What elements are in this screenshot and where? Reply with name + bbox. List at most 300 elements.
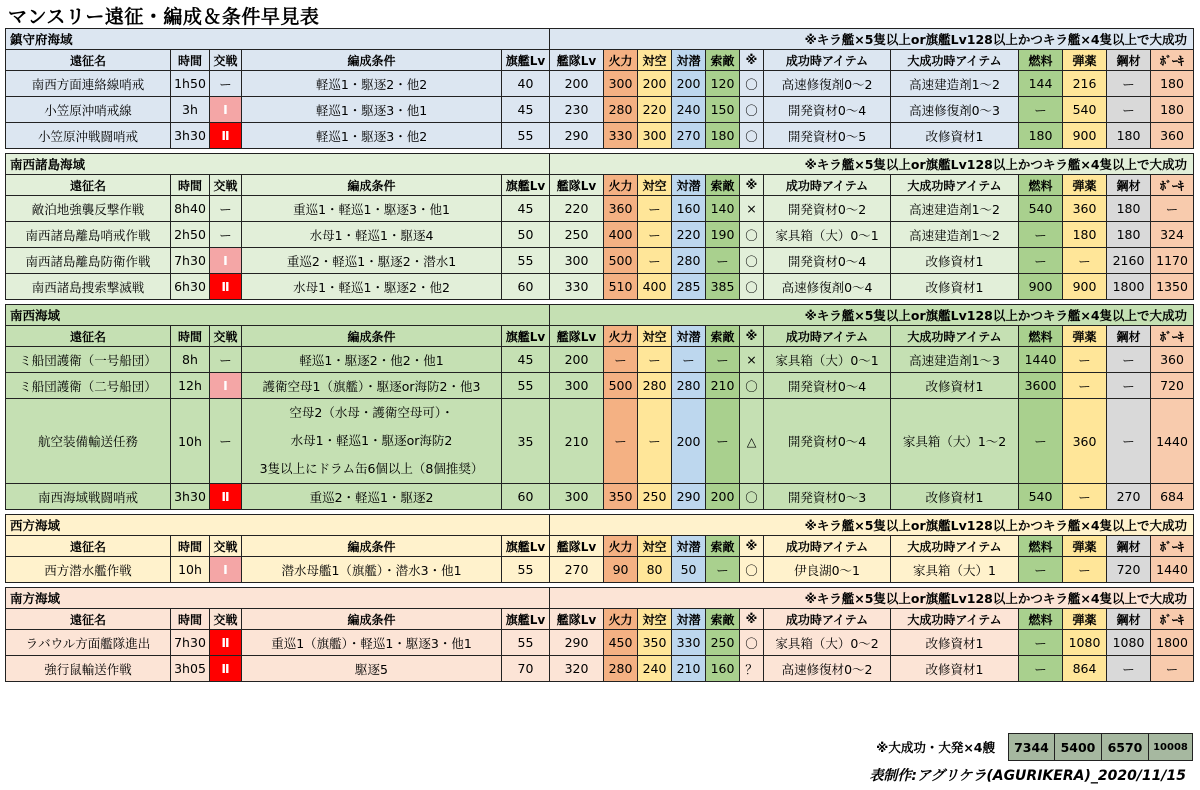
cell-mark: 〇 [740, 274, 764, 300]
cell-flag_lv: 55 [502, 123, 550, 149]
cell-item: 開発資材0～4 [764, 97, 891, 123]
col-header-ammo: 弾薬 [1063, 175, 1107, 196]
col-header-asw: 対潜 [672, 609, 706, 630]
cell-los: 385 [706, 274, 740, 300]
cell-los: 180 [706, 123, 740, 149]
cell-fire: 360 [604, 196, 638, 222]
cell-item: 家具箱（大）0～1 [764, 347, 891, 373]
col-header-item: 成功時アイテム [764, 326, 891, 347]
cell-name: ミ船団護衛（二号船団） [6, 373, 171, 399]
col-header-flag_lv: 旗艦Lv [502, 536, 550, 557]
cell-flag_lv: 45 [502, 97, 550, 123]
expedition-row [6, 656, 1194, 682]
col-header-baux: ﾎﾞｰｷ [1151, 50, 1194, 71]
cell-fire: 330 [604, 123, 638, 149]
column-header-row [6, 50, 1194, 71]
col-header-flag_lv: 旗艦Lv [502, 609, 550, 630]
col-header-fuel: 燃料 [1019, 50, 1063, 71]
cell-name: 小笠原沖戦闘哨戒 [6, 123, 171, 149]
cell-item: 開発資材0～4 [764, 399, 891, 484]
cell-flag_lv: 50 [502, 222, 550, 248]
col-header-asw: 対潜 [672, 175, 706, 196]
col-header-fleet_lv: 艦隊Lv [550, 326, 604, 347]
cell-comp: 重巡1・軽巡1・駆逐3・他1 [242, 196, 502, 222]
expedition-table [5, 28, 1194, 682]
col-header-time: 時間 [171, 536, 210, 557]
cell-aa: ー [638, 399, 672, 484]
great-success-note: ※キラ艦×5隻以上or旗艦Lv128以上かつキラ艦×4隻以上で大成功 [550, 305, 1194, 326]
cell-fleet_lv: 200 [550, 347, 604, 373]
col-header-steel: 鋼材 [1107, 609, 1151, 630]
cell-steel: ー [1107, 97, 1151, 123]
cell-fleet_lv: 320 [550, 656, 604, 682]
cell-fleet_lv: 290 [550, 630, 604, 656]
cell-baux: 324 [1151, 222, 1194, 248]
cell-comp: 重巡1（旗艦）・軽巡1・駆逐3・他1 [242, 630, 502, 656]
cell-asw: 50 [672, 557, 706, 583]
col-header-comp: 編成条件 [242, 609, 502, 630]
col-header-comp: 編成条件 [242, 326, 502, 347]
col-header-comp: 編成条件 [242, 536, 502, 557]
section-header [6, 29, 1194, 50]
cell-fuel: 3600 [1019, 373, 1063, 399]
cell-fire: 510 [604, 274, 638, 300]
cell-los: 190 [706, 222, 740, 248]
cell-battle: ー [210, 222, 242, 248]
cell-time: 3h30 [171, 123, 210, 149]
cell-fleet_lv: 300 [550, 484, 604, 510]
cell-fire: 500 [604, 373, 638, 399]
cell-aa: ー [638, 196, 672, 222]
cell-fuel: 180 [1019, 123, 1063, 149]
cell-asw: 270 [672, 123, 706, 149]
col-header-mark: ※ [740, 326, 764, 347]
cell-baux: ー [1151, 656, 1194, 682]
col-header-comp: 編成条件 [242, 50, 502, 71]
cell-gs_item: 改修資材1 [891, 630, 1019, 656]
cell-mark: 〇 [740, 222, 764, 248]
cell-fire: 90 [604, 557, 638, 583]
cell-ammo: 900 [1063, 123, 1107, 149]
cell-fuel: ー [1019, 630, 1063, 656]
cell-los: ー [706, 557, 740, 583]
cell-name: ミ船団護衛（一号船団） [6, 347, 171, 373]
cell-flag_lv: 55 [502, 373, 550, 399]
cell-fuel: ー [1019, 222, 1063, 248]
cell-name: 南西諸島離島哨戒作戦 [6, 222, 171, 248]
cell-comp: 駆逐5 [242, 656, 502, 682]
col-header-time: 時間 [171, 175, 210, 196]
cell-time: 8h [171, 347, 210, 373]
cell-flag_lv: 45 [502, 196, 550, 222]
column-header-row [6, 609, 1194, 630]
cell-asw: 285 [672, 274, 706, 300]
expedition-row [6, 630, 1194, 656]
col-header-fuel: 燃料 [1019, 175, 1063, 196]
cell-flag_lv: 55 [502, 557, 550, 583]
cell-ammo: ー [1063, 347, 1107, 373]
col-header-baux: ﾎﾞｰｷ [1151, 326, 1194, 347]
cell-los: 160 [706, 656, 740, 682]
col-header-flag_lv: 旗艦Lv [502, 175, 550, 196]
cell-time: 1h50 [171, 71, 210, 97]
col-header-mark: ※ [740, 175, 764, 196]
cell-time: 10h [171, 399, 210, 484]
cell-name: 南西諸島捜索撃滅戦 [6, 274, 171, 300]
expedition-row [6, 97, 1194, 123]
cell-fire: 280 [604, 97, 638, 123]
col-header-fuel: 燃料 [1019, 609, 1063, 630]
cell-fleet_lv: 290 [550, 123, 604, 149]
cell-fleet_lv: 250 [550, 222, 604, 248]
total-bauxite: 10008 [1149, 734, 1193, 761]
section-name: 南方海域 [6, 588, 550, 609]
cell-gs_item: 改修資材1 [891, 373, 1019, 399]
cell-gs_item: 改修資材1 [891, 656, 1019, 682]
col-header-fire: 火力 [604, 326, 638, 347]
cell-ammo: 900 [1063, 274, 1107, 300]
cell-battle: Ⅱ [210, 630, 242, 656]
expedition-row [6, 248, 1194, 274]
expedition-row [6, 484, 1194, 510]
cell-flag_lv: 40 [502, 71, 550, 97]
cell-fire: 400 [604, 222, 638, 248]
col-header-gs_item: 大成功時アイテム [891, 50, 1019, 71]
cell-fire: 280 [604, 656, 638, 682]
cell-fleet_lv: 270 [550, 557, 604, 583]
totals-label: ※大成功・大発×4艘 [876, 740, 995, 755]
expedition-row [6, 274, 1194, 300]
section-header [6, 154, 1194, 175]
cell-flag_lv: 45 [502, 347, 550, 373]
cell-steel: 180 [1107, 123, 1151, 149]
col-header-gs_item: 大成功時アイテム [891, 326, 1019, 347]
great-success-note: ※キラ艦×5隻以上or旗艦Lv128以上かつキラ艦×4隻以上で大成功 [550, 29, 1194, 50]
cell-battle: Ⅱ [210, 484, 242, 510]
cell-fuel: ー [1019, 557, 1063, 583]
col-header-flag_lv: 旗艦Lv [502, 50, 550, 71]
cell-time: 3h30 [171, 484, 210, 510]
col-header-asw: 対潜 [672, 50, 706, 71]
cell-flag_lv: 55 [502, 630, 550, 656]
col-header-ammo: 弾薬 [1063, 536, 1107, 557]
cell-fuel: ー [1019, 656, 1063, 682]
cell-comp: 水母1・軽巡1・駆逐4 [242, 222, 502, 248]
great-success-note: ※キラ艦×5隻以上or旗艦Lv128以上かつキラ艦×4隻以上で大成功 [550, 515, 1194, 536]
credit-text: 表制作:アグリケラ(AGURIKERA)_2020/11/15 [869, 768, 1186, 784]
cell-mark: 〇 [740, 557, 764, 583]
cell-asw: 220 [672, 222, 706, 248]
col-header-steel: 鋼材 [1107, 536, 1151, 557]
cell-fuel: 900 [1019, 274, 1063, 300]
expedition-row [6, 123, 1194, 149]
col-header-fuel: 燃料 [1019, 536, 1063, 557]
col-header-mark: ※ [740, 50, 764, 71]
section-header [6, 515, 1194, 536]
cell-comp: 重巡2・軽巡1・駆逐2 [242, 484, 502, 510]
cell-mark: ？ [740, 656, 764, 682]
cell-time: 8h40 [171, 196, 210, 222]
cell-item: 家具箱（大）0～1 [764, 222, 891, 248]
cell-aa: 400 [638, 274, 672, 300]
section-name: 西方海域 [6, 515, 550, 536]
section-header [6, 588, 1194, 609]
cell-fleet_lv: 210 [550, 399, 604, 484]
cell-steel: 180 [1107, 222, 1151, 248]
cell-battle: Ⅱ [210, 274, 242, 300]
cell-comp: 軽巡1・駆逐2・他2 [242, 71, 502, 97]
cell-gs_item: 改修資材1 [891, 248, 1019, 274]
cell-fleet_lv: 300 [550, 373, 604, 399]
cell-time: 2h50 [171, 222, 210, 248]
cell-fuel: ー [1019, 399, 1063, 484]
col-header-fleet_lv: 艦隊Lv [550, 175, 604, 196]
cell-fuel: 1440 [1019, 347, 1063, 373]
cell-los: 120 [706, 71, 740, 97]
col-header-fuel: 燃料 [1019, 326, 1063, 347]
cell-item: 開発資材0～5 [764, 123, 891, 149]
total-fuel: 7344 [1009, 734, 1055, 761]
cell-los: 140 [706, 196, 740, 222]
cell-gs_item: 高速建造剤1～2 [891, 222, 1019, 248]
cell-aa: 250 [638, 484, 672, 510]
cell-baux: 684 [1151, 484, 1194, 510]
cell-time: 3h [171, 97, 210, 123]
col-header-fleet_lv: 艦隊Lv [550, 609, 604, 630]
cell-ammo: ー [1063, 557, 1107, 583]
section-name: 南西諸島海域 [6, 154, 550, 175]
cell-asw: ー [672, 347, 706, 373]
cell-gs_item: 高速修復剤0～3 [891, 97, 1019, 123]
col-header-aa: 対空 [638, 609, 672, 630]
expedition-row [6, 373, 1194, 399]
cell-item: 開発資材0～4 [764, 248, 891, 274]
col-header-battle: 交戦 [210, 536, 242, 557]
col-header-battle: 交戦 [210, 326, 242, 347]
cell-comp: 護衛空母1（旗艦）・駆逐or海防2・他3 [242, 373, 502, 399]
column-header-row [6, 175, 1194, 196]
cell-baux: 1800 [1151, 630, 1194, 656]
cell-ammo: ー [1063, 248, 1107, 274]
col-header-flag_lv: 旗艦Lv [502, 326, 550, 347]
cell-ammo: 540 [1063, 97, 1107, 123]
cell-name: 西方潜水艦作戦 [6, 557, 171, 583]
cell-battle: ー [210, 399, 242, 484]
cell-ammo: 216 [1063, 71, 1107, 97]
cell-los: ー [706, 347, 740, 373]
cell-gs_item: 高速建造剤1～3 [891, 347, 1019, 373]
cell-gs_item: 家具箱（大）1 [891, 557, 1019, 583]
cell-steel: 1080 [1107, 630, 1151, 656]
cell-gs_item: 改修資材1 [891, 123, 1019, 149]
cell-aa: 280 [638, 373, 672, 399]
cell-name: 小笠原沖哨戒線 [6, 97, 171, 123]
col-header-los: 索敵 [706, 609, 740, 630]
cell-battle: Ⅰ [210, 97, 242, 123]
col-header-name: 遠征名 [6, 609, 171, 630]
cell-baux: 360 [1151, 123, 1194, 149]
cell-fire: 500 [604, 248, 638, 274]
cell-gs_item: 改修資材1 [891, 274, 1019, 300]
cell-los: 210 [706, 373, 740, 399]
col-header-asw: 対潜 [672, 536, 706, 557]
cell-baux: 180 [1151, 71, 1194, 97]
cell-battle: ー [210, 347, 242, 373]
cell-los: ー [706, 399, 740, 484]
cell-mark: × [740, 347, 764, 373]
col-header-baux: ﾎﾞｰｷ [1151, 609, 1194, 630]
col-header-item: 成功時アイテム [764, 175, 891, 196]
expedition-row [6, 347, 1194, 373]
cell-item: 家具箱（大）0～2 [764, 630, 891, 656]
cell-time: 7h30 [171, 630, 210, 656]
expedition-row [6, 71, 1194, 97]
cell-asw: 160 [672, 196, 706, 222]
cell-mark: × [740, 196, 764, 222]
cell-flag_lv: 60 [502, 484, 550, 510]
cell-gs_item: 高速建造剤1～2 [891, 196, 1019, 222]
cell-mark: 〇 [740, 373, 764, 399]
cell-comp: 潜水母艦1（旗艦）・潜水3・他1 [242, 557, 502, 583]
cell-aa: 220 [638, 97, 672, 123]
cell-baux: 720 [1151, 373, 1194, 399]
cell-aa: 350 [638, 630, 672, 656]
total-ammo: 5400 [1055, 734, 1102, 761]
cell-ammo: 180 [1063, 222, 1107, 248]
cell-fleet_lv: 220 [550, 196, 604, 222]
col-header-los: 索敵 [706, 536, 740, 557]
col-header-aa: 対空 [638, 536, 672, 557]
cell-asw: 200 [672, 71, 706, 97]
col-header-los: 索敵 [706, 50, 740, 71]
cell-name: ラバウル方面艦隊進出 [6, 630, 171, 656]
cell-comp: 水母1・軽巡1・駆逐2・他2 [242, 274, 502, 300]
cell-battle: ー [210, 71, 242, 97]
cell-steel: ー [1107, 71, 1151, 97]
col-header-gs_item: 大成功時アイテム [891, 536, 1019, 557]
cell-item: 開発資材0～2 [764, 196, 891, 222]
cell-time: 12h [171, 373, 210, 399]
col-header-asw: 対潜 [672, 326, 706, 347]
cell-mark: 〇 [740, 97, 764, 123]
col-header-fire: 火力 [604, 175, 638, 196]
cell-mark: 〇 [740, 630, 764, 656]
cell-battle: Ⅰ [210, 248, 242, 274]
page-title: マンスリー遠征・編成＆条件早見表 [8, 6, 320, 28]
cell-flag_lv: 55 [502, 248, 550, 274]
cell-asw: 290 [672, 484, 706, 510]
comp-line: 水母1・軽巡1・駆逐or海防2 [290, 433, 453, 448]
col-header-gs_item: 大成功時アイテム [891, 609, 1019, 630]
cell-aa: ー [638, 347, 672, 373]
col-header-ammo: 弾薬 [1063, 609, 1107, 630]
col-header-mark: ※ [740, 609, 764, 630]
cell-battle: Ⅰ [210, 373, 242, 399]
cell-los: 150 [706, 97, 740, 123]
cell-item: 高速修復剤0～2 [764, 71, 891, 97]
col-header-steel: 鋼材 [1107, 175, 1151, 196]
cell-fuel: 540 [1019, 196, 1063, 222]
cell-mark: 〇 [740, 248, 764, 274]
cell-ammo: ー [1063, 484, 1107, 510]
cell-steel: ー [1107, 373, 1151, 399]
cell-battle: Ⅰ [210, 557, 242, 583]
col-header-name: 遠征名 [6, 50, 171, 71]
cell-gs_item: 高速建造剤1～2 [891, 71, 1019, 97]
cell-aa: ー [638, 222, 672, 248]
col-header-comp: 編成条件 [242, 175, 502, 196]
cell-time: 6h30 [171, 274, 210, 300]
section-header [6, 305, 1194, 326]
expedition-row [6, 196, 1194, 222]
cell-item: 伊良湖0～1 [764, 557, 891, 583]
col-header-baux: ﾎﾞｰｷ [1151, 175, 1194, 196]
cell-item: 高速修復材0～2 [764, 656, 891, 682]
cell-steel: 180 [1107, 196, 1151, 222]
col-header-ammo: 弾薬 [1063, 50, 1107, 71]
expedition-row [6, 222, 1194, 248]
cell-item: 開発資材0～3 [764, 484, 891, 510]
totals-row [5, 733, 1193, 759]
cell-time: 10h [171, 557, 210, 583]
cell-asw: 280 [672, 373, 706, 399]
cell-asw: 280 [672, 248, 706, 274]
cell-fleet_lv: 200 [550, 71, 604, 97]
comp-line: 空母2（水母・護衛空母可）・ [289, 405, 454, 420]
col-header-fire: 火力 [604, 536, 638, 557]
cell-time: 3h05 [171, 656, 210, 682]
col-header-los: 索敵 [706, 326, 740, 347]
col-header-time: 時間 [171, 609, 210, 630]
col-header-steel: 鋼材 [1107, 326, 1151, 347]
col-header-name: 遠征名 [6, 175, 171, 196]
cell-ammo: 1080 [1063, 630, 1107, 656]
cell-ammo: ー [1063, 373, 1107, 399]
cell-asw: 330 [672, 630, 706, 656]
cell-fire: 300 [604, 71, 638, 97]
cell-asw: 240 [672, 97, 706, 123]
cell-battle: ー [210, 196, 242, 222]
col-header-name: 遠征名 [6, 326, 171, 347]
cell-steel: 720 [1107, 557, 1151, 583]
cell-comp [242, 399, 502, 484]
total-steel: 6570 [1102, 734, 1149, 761]
cell-aa: ー [638, 248, 672, 274]
cell-steel: ー [1107, 347, 1151, 373]
col-header-fleet_lv: 艦隊Lv [550, 536, 604, 557]
col-header-ammo: 弾薬 [1063, 326, 1107, 347]
cell-aa: 200 [638, 71, 672, 97]
col-header-baux: ﾎﾞｰｷ [1151, 536, 1194, 557]
cell-name: 敵泊地強襲反撃作戦 [6, 196, 171, 222]
cell-steel: 1800 [1107, 274, 1151, 300]
col-header-battle: 交戦 [210, 609, 242, 630]
col-header-battle: 交戦 [210, 50, 242, 71]
cell-flag_lv: 70 [502, 656, 550, 682]
col-header-fire: 火力 [604, 609, 638, 630]
cell-time: 7h30 [171, 248, 210, 274]
cell-los: 200 [706, 484, 740, 510]
cell-ammo: 864 [1063, 656, 1107, 682]
cell-steel: 270 [1107, 484, 1151, 510]
expedition-row [6, 557, 1194, 583]
cell-mark: △ [740, 399, 764, 484]
cell-aa: 240 [638, 656, 672, 682]
col-header-time: 時間 [171, 50, 210, 71]
col-header-fire: 火力 [604, 50, 638, 71]
cell-fuel: ー [1019, 97, 1063, 123]
cell-gs_item: 家具箱（大）1～2 [891, 399, 1019, 484]
